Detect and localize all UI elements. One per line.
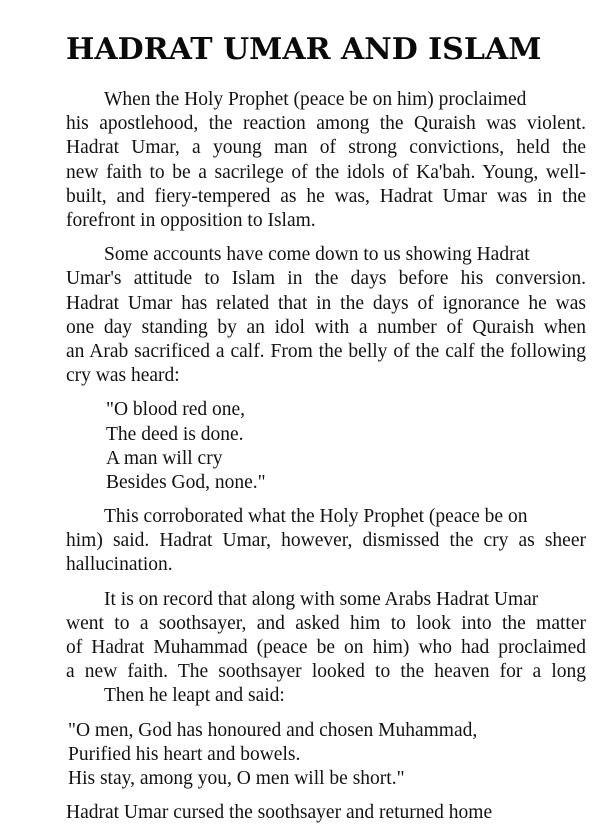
text-line: new faith to be a sacrilege of the idols of Ka'bah. Young, well- <box>66 161 586 183</box>
verse-line: "O men, God has honoured and chosen Muhammad, <box>68 719 478 741</box>
paragraph-1 <box>66 88 586 233</box>
text-line: one day standing by an idol with a number of Quraish when <box>66 316 586 338</box>
text-line: cry was heard: <box>66 365 180 387</box>
verse-quote-1 <box>66 398 586 495</box>
text-line: hallucination. <box>66 554 173 576</box>
text-line: an Arab sacrificed a calf. From the belly of the calf the following <box>66 340 586 362</box>
verse-line: A man will cry <box>106 447 223 469</box>
text-line: built, and fiery-tempered as he was, Hadrat Umar was in the <box>66 185 586 207</box>
paragraph-2 <box>66 243 586 388</box>
page-title: HADRAT UMAR AND ISLAM <box>66 32 542 67</box>
text-line: him) said. Hadrat Umar, however, dismissed the cry as sheer <box>66 530 586 552</box>
verse-line: Purified his heart and bowels. <box>68 743 301 765</box>
text-line: Hadrat Umar has related that in the days of ignorance he was <box>66 292 586 314</box>
text-line: of Hadrat Muhammad (peace be on him) who had proclaimed <box>66 637 586 659</box>
paragraph-4 <box>66 588 586 709</box>
text-line: It is on record that along with some Arabs Hadrat Umar <box>104 588 539 610</box>
paragraph-5 <box>66 801 586 825</box>
text-line: went to a soothsayer, and asked him to look into the matter <box>66 612 586 634</box>
text-line: his apostlehood, the reaction among the Quraish was violent. <box>66 113 586 135</box>
paragraph-3 <box>66 505 586 578</box>
text-line: Then he leapt and said: <box>104 685 285 707</box>
text-line: a new faith. The soothsayer looked to the heaven for a long <box>66 661 586 683</box>
text-line: Umar's attitude to Islam in the days before his conversion. <box>66 268 586 290</box>
verse-quote-2 <box>66 719 586 792</box>
text-line: Hadrat Umar cursed the soothsayer and returned home <box>66 802 493 824</box>
verse-line: "O blood red one, <box>106 399 246 421</box>
text-line: When the Holy Prophet (peace be on him) proclaimed <box>104 89 527 110</box>
text-line: This corroborated what the Holy Prophet (peace be on <box>104 506 528 528</box>
body-text <box>66 88 586 825</box>
text-line: Some accounts have come down to us showing Hadrat <box>104 244 530 266</box>
verse-line: The deed is done. <box>106 423 244 445</box>
text-line: Hadrat Umar, a young man of strong convictions, held the <box>66 137 586 159</box>
verse-line: Besides God, none." <box>106 471 266 493</box>
verse-line: His stay, among you, O men will be short." <box>68 768 405 789</box>
text-line: forefront in opposition to Islam. <box>66 209 316 231</box>
